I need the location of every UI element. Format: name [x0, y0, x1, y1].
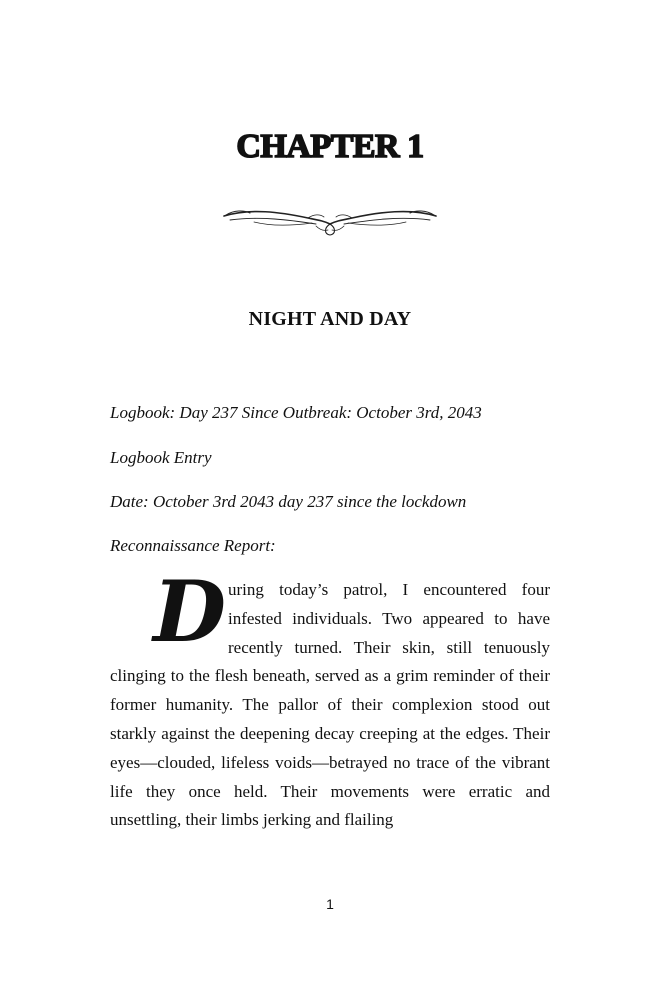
reconnaissance-report-label: Reconnaissance Report: — [110, 536, 276, 555]
body-paragraph-text: uring today’s patrol, I encountered four infested individuals. Two appeared to have recently turned. Their skin, still tenuously clinging to the flesh beneath, served as a grim reminder of their former humanity. The pallor of their complexion stood out starkly against the deepening decay creeping at the edges. Their eyes—clouded, lifeless voids—betrayed no trace of the vibrant life they once held. Their movements were erratic and unsettling, their limbs jerking and flailing — [110, 580, 550, 830]
drop-cap-letter: D — [153, 576, 226, 661]
logbook-date-line: Logbook: Day 237 Since Outbreak: October 3rd, 2043 — [110, 403, 482, 422]
chapter-heading: CHAPTER 1 — [236, 128, 424, 165]
logbook-lockdown-date-line: Date: October 3rd 2043 day 237 since the lockdown — [110, 492, 467, 511]
page-number: 1 — [326, 896, 334, 912]
drop-cap — [110, 576, 228, 661]
logbook-entry-line: Logbook Entry — [110, 448, 212, 467]
flourish-divider-icon — [220, 204, 440, 240]
body-paragraph — [110, 576, 550, 838]
chapter-title: NIGHT AND DAY — [248, 308, 412, 330]
